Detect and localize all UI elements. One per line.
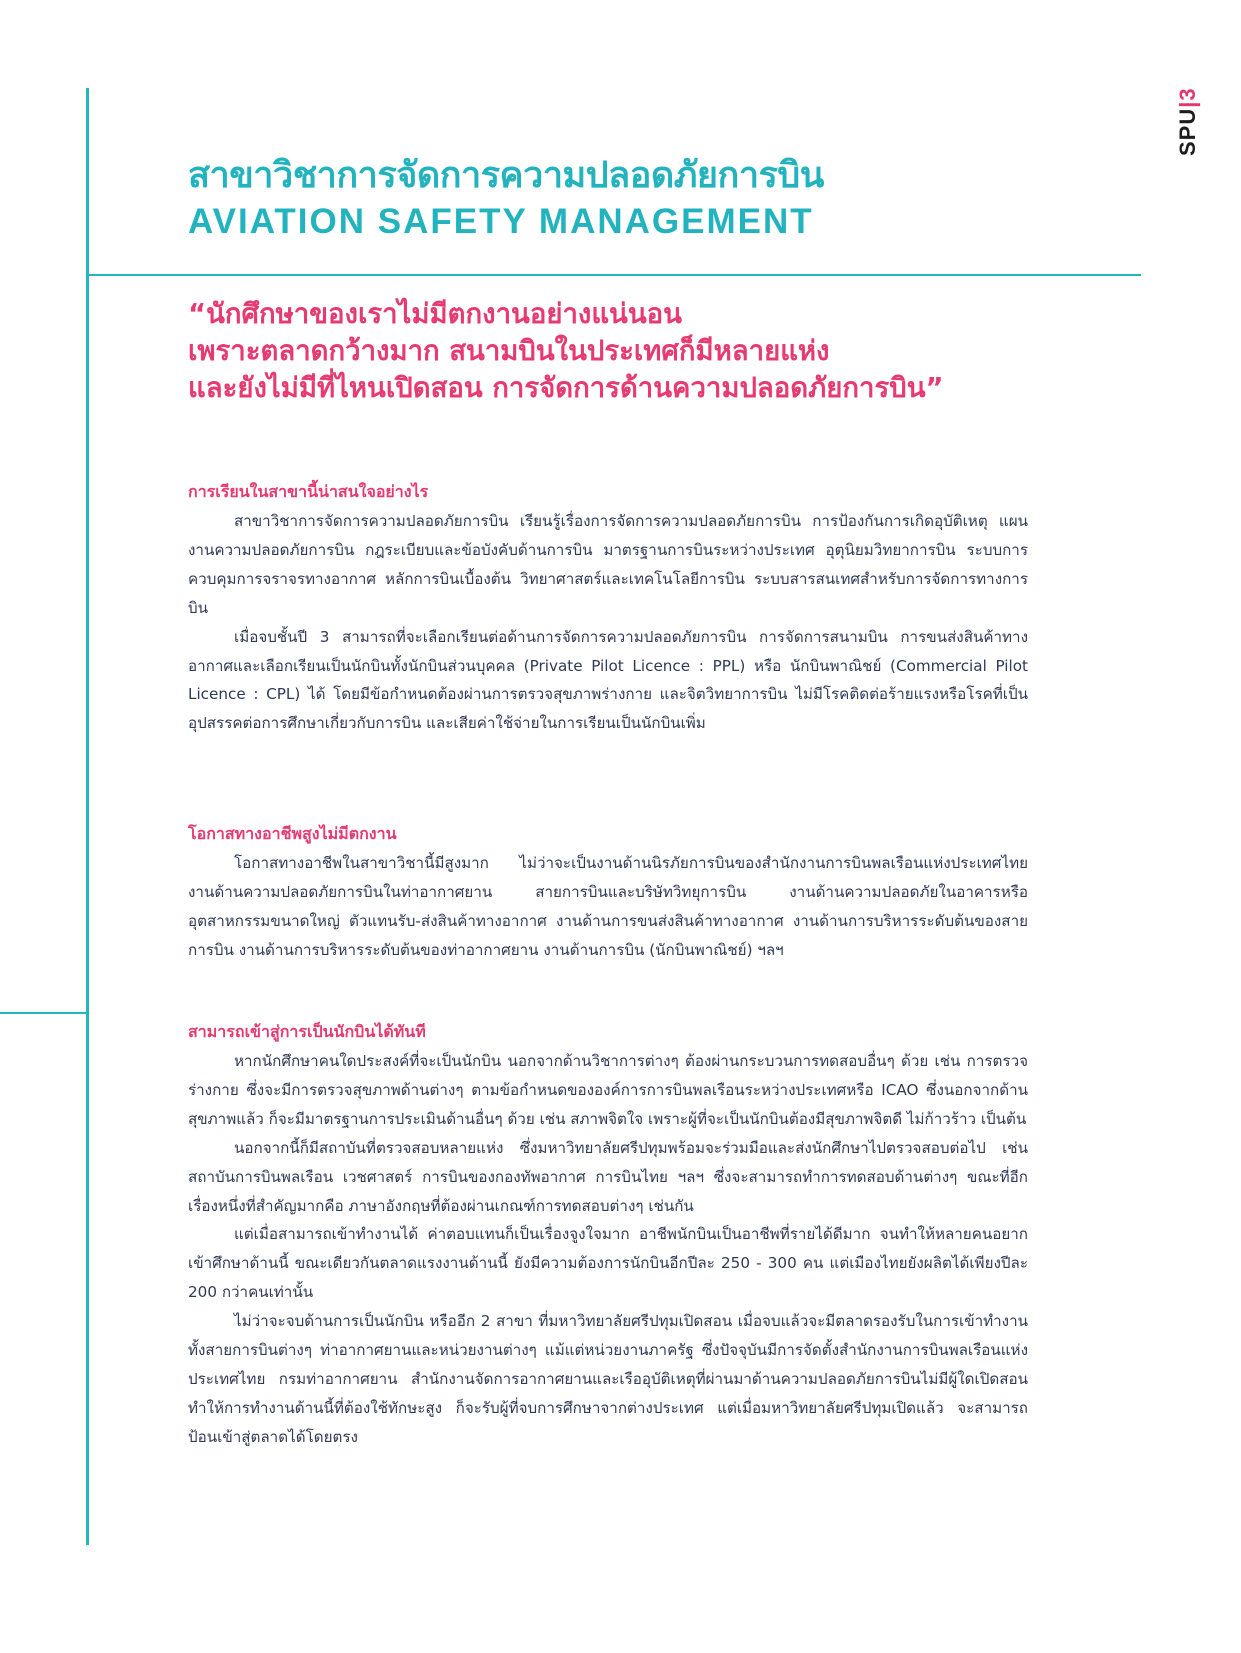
body-paragraph: โอกาสทางอาชีพในสาขาวิชานี้มีสูงมาก ไม่ว่าจะเป็นงานด้านนิรภัยการบินของสำนักงานการบินพลเรือนแห่งประเทศไทย งานด้านความปลอดภัยการบินในท่าอากาศยาน สายการบินและบริษัทวิทยุการบิน งานด้านความปลอดภัยในอาคารหรืออุตสาหกรรมขนาดใหญ่ ตัวแทนรับ-ส่งสินค้าทางอากาศ งานด้านการขนส่งสินค้าทางอากาศ งานด้านการบริหารระดับต้นของสายการบิน งานด้านการบริหารระดับต้นของท่าอากาศยาน งานด้านการบิน (นักบินพาณิชย์) ฯลฯ bbox=[188, 854, 1028, 959]
pull-quote-line: เพราะตลาดกว้างมาก สนามบินในประเทศก็มีหลายแห่ง bbox=[188, 335, 830, 367]
section-why-interesting bbox=[188, 478, 1028, 738]
pull-quote-line: “นักศึกษาของเราไม่มีตกงานอย่างแน่นอน bbox=[188, 298, 682, 330]
left-margin-rule bbox=[0, 1012, 89, 1014]
body-paragraph: เมื่อจบชั้นปี 3 สามารถที่จะเลือกเรียนต่อด้านการจัดการความปลอดภัยการบิน การจัดการสนามบิน การขนส่งสินค้าทางอากาศและเลือกเรียนเป็นนักบินทั้งนักบินส่วนบุคคล (Private Pilot Licence : PPL) หรือ นักบินพาณิชย์ (Commercial Pilot Licence : CPL) ได้ โดยมีข้อกำหนดต้องผ่านการตรวจสุขภาพร่างกาย และจิตวิทยาการบิน ไม่มีโรคติดต่อร้ายแรงหรือโรคที่เป็นอุปสรรคต่อการศึกษาเกี่ยวกับการบิน และเสียค่าใช้จ่ายในการเรียนเป็นนักบินเพิ่ม bbox=[188, 627, 1028, 733]
section-career-opportunities bbox=[188, 820, 1028, 965]
page-title-english: AVIATION SAFETY MANAGEMENT bbox=[188, 202, 814, 241]
body-paragraph: หากนักศึกษาคนใดประสงค์ที่จะเป็นนักบิน นอกจากด้านวิชาการต่างๆ ต้องผ่านกระบวนการทดสอบอื่นๆ ด้วย เช่น การตรวจร่างกาย ซึ่งจะมีการตรวจสุขภาพด้านต่างๆ ตามข้อกำหนดขององค์การการบินพลเรือนระหว่างประเทศหรือ ICAO ซึ่งนอกจากด้านสุขภาพแล้ว ก็จะมีมาตรฐานการประเมินด้านอื่นๆ ด้วย เช่น สภาพจิตใจ เพราะผู้ที่จะเป็นนักบินต้องมีสุขภาพจิตดี ไม่ก้าวร้าว เป็นต้น bbox=[188, 1052, 1028, 1128]
section-heading: การเรียนในสาขานี้น่าสนใจอย่างไร bbox=[188, 482, 429, 501]
body-paragraph: สาขาวิชาการจัดการความปลอดภัยการบิน เรียนรู้เรื่องการจัดการความปลอดภัยการบิน การป้องกันการเกิดอุบัติเหตุ แผนงานความปลอดภัยการบิน กฎระเบียบและข้อบังคับด้านการบิน มาตรฐานการบินระหว่างประเทศ อุตุนิยมวิทยาการบิน ระบบการควบคุมการจราจรทางอากาศ หลักการบินเบื้องต้น วิทยาศาสตร์และเทคโนโลยีการบิน ระบบสารสนเทศสำหรับการจัดการทางการบิน bbox=[188, 512, 1028, 617]
page-title-thai: สาขาวิชาการจัดการความปลอดภัยการบิน bbox=[188, 155, 824, 196]
section-become-pilot bbox=[188, 1018, 1028, 1452]
body-paragraph: นอกจากนี้ก็มีสถาบันที่ตรวจสอบหลายแห่ง ซึ่งมหาวิทยาลัยศรีปทุมพร้อมจะร่วมมือและส่งนักศึกษาไปตรวจสอบต่อไป เช่น สถาบันการบินพลเรือน เวชศาสตร์ การบินของกองทัพอากาศ การบินไทย ฯลฯ ซึ่งจะสามารถทำการทดสอบด้านต่างๆ ขณะที่อีกเรื่องหนึ่งที่สำคัญมากคือ ภาษาอังกฤษที่ต้องผ่านเกณฑ์การทดสอบต่างๆ เช่นกัน bbox=[188, 1138, 1028, 1215]
title-divider bbox=[88, 274, 1141, 276]
brand-logo: SPU|3 bbox=[1175, 87, 1200, 156]
section-heading: โอกาสทางอาชีพสูงไม่มีตกงาน bbox=[188, 824, 397, 843]
body-paragraph: แต่เมื่อสามารถเข้าทำงานได้ ค่าตอบแทนก็เป็นเรื่องจูงใจมาก อาชีพนักบินเป็นอาชีพที่รายได้ดีมาก จนทำให้หลายคนอยากเข้าศึกษาด้านนี้ ขณะเดียวกันตลาดแรงงานด้านนี้ ยังมีความต้องการนักบินอีกปีละ 250 - 300 คน แต่เมืองไทยยังผลิตได้เพียงปีละ 200 กว่าคนเท่านั้น bbox=[188, 1225, 1028, 1302]
pull-quote-line: และยังไม่มีที่ไหนเปิดสอน การจัดการด้านความปลอดภัยการบิน” bbox=[188, 372, 944, 404]
pull-quote bbox=[188, 296, 1108, 407]
body-paragraph: ไม่ว่าจะจบด้านการเป็นนักบิน หรืออีก 2 สาขา ที่มหาวิทยาลัยศรีปทุมเปิดสอน เมื่อจบแล้วจะมีตลาดรองรับในการเข้าทำงาน ทั้งสายการบินต่างๆ ท่าอากาศยานและหน่วยงานต่างๆ แม้แต่หน่วยงานภาครัฐ ซึ่งปัจจุบันมีการจัดตั้งสำนักงานการบินพลเรือนแห่งประเทศไทย กรมท่าอากาศยาน สำนักงานจัดการอากาศยานและเรืออุบัติเหตุที่ผ่านมาด้านความปลอดภัยการบินไม่มีผู้ใดเปิดสอน ทำให้การทำงานด้านนี้ที่ต้องใช้ทักษะสูง ก็จะรับผู้ที่จบการศึกษาจากต่างประเทศ แต่เมื่อมหาวิทยาลัยศรีปทุมเปิดแล้ว จะสามารถป้อนเข้าสู่ตลาดได้โดยตรง bbox=[188, 1312, 1028, 1446]
left-vertical-rule bbox=[86, 88, 89, 1545]
section-heading: สามารถเข้าสู่การเป็นนักบินได้ทันที bbox=[188, 1022, 426, 1041]
